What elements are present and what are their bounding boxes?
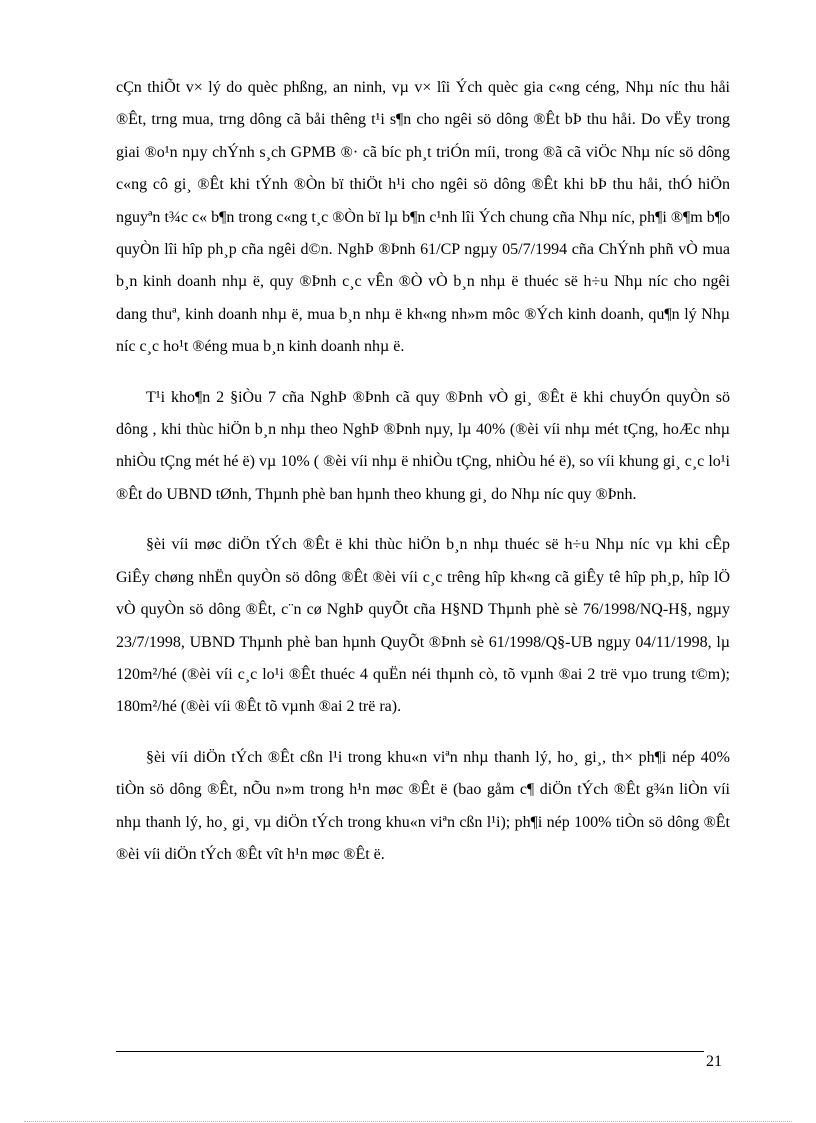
body-text <box>116 72 730 889</box>
page-bottom-border <box>24 1121 792 1122</box>
paragraph-1: cÇn thiÕt v× lý do quèc phßng, an ninh, vµ v× lîi Ých quèc gia c«ng céng, Nhµ níc thu håi ®Êt, trng mua, trng dông cã båi thêng t¹i s¶n cho ngêi sö dông ®Êt bÞ thu håi. Do vËy trong giai ®o¹n nµy chÝnh s¸ch GPMB ®· cã bíc ph¸t triÓn míi, trong ®ã cã viÖc Nhµ níc sö dông c«ng cô gi¸ ®Êt khi tÝnh ®Òn bï thiÖt h¹i cho ngêi sö dông ®Êt khi bÞ thu håi, thÓ hiÖn nguyªn t¾c c« b¶n trong c«ng t¸c ®Òn bï lµ b¶n c¹nh lîi Ých chung cña Nhµ níc, ph¶i ®¶m b¶o quyÒn lîi hîp ph¸p cña ngêi d©n. NghÞ ®Þnh 61/CP ngµy 05/7/1994 cña ChÝnh phñ vÒ mua b¸n kinh doanh nhµ ë, quy ®Þnh c¸c vÊn ®Ò vÒ b¸n nhµ ë thuéc së h÷u Nhµ níc cho ngêi dang thuª, kinh doanh nhµ ë, mua b¸n nhµ ë kh«ng nh»m môc ®Ých kinh doanh, qu¶n lý Nhµ níc c¸c ho¹t ®éng mua b¸n kinh doanh nhµ ë. <box>116 79 730 356</box>
footer-divider <box>116 1051 704 1052</box>
page-number: 21 <box>706 1053 722 1070</box>
paragraph-2: T¹i kho¶n 2 §iÒu 7 cña NghÞ ®Þnh cã quy ®Þnh vÒ gi¸ ®Êt ë khi chuyÓn quyÒn sö dông , khi thùc hiÖn b¸n nhµ theo NghÞ ®Þnh nµy, lµ 40% (®èi víi nhµ mét tÇng, hoÆc nhµ nhiÒu tÇng mét hé ë) vµ 10% ( ®èi víi nhµ ë nhiÒu tÇng, nhiÒu hé ë), so víi khung gi¸ c¸c lo¹i ®Êt do UBND tØnh, Thµnh phè ban hµnh theo khung gi¸ do Nhµ níc quy ®Þnh. <box>116 388 730 503</box>
paragraph-3: §èi víi møc diÖn tÝch ®Êt ë khi thùc hiÖn b¸n nhµ thuéc së h÷u Nhµ níc vµ khi cÊp GiÊy chøng nhËn quyÒn sö dông ®Êt ®èi víi c¸c trêng hîp kh«ng cã giÊy tê hîp ph¸p, hîp lÖ vÒ quyÒn sö dông ®Êt, c¨n cø NghÞ quyÕt cña H§ND Thµnh phè sè 76/1998/NQ-H§, ngµy 23/7/1998, UBND Thµnh phè ban hµnh QuyÕt ®Þnh sè 61/1998/Q§-UB ngµy 04/11/1998, lµ 120m²/hé (®èi víi c¸c lo¹i ®Êt thuéc 4 quËn néi thµnh cò, tõ vµnh ®ai 2 trë vµo trung t©m); 180m²/hé (®èi víi ®Êt tõ vµnh ®ai 2 trë ra). <box>116 536 730 716</box>
paragraph-4: §èi víi diÖn tÝch ®Êt cßn l¹i trong khu«n viªn nhµ thanh lý, ho¸ gi¸, th× ph¶i nép 40% tiÒn sö dông ®Êt, nÕu n»m trong h¹n møc ®Êt ë (bao gåm c¶ diÖn tÝch ®Êt g¾n liÒn víi nhµ thanh lý, ho¸ gi¸ vµ diÖn tÝch trong khu«n viªn cßn l¹i); ph¶i nép 100% tiÒn sö dông ®Êt ®èi víi diÖn tÝch ®Êt vît h¹n møc ®Êt ë. <box>116 748 730 863</box>
